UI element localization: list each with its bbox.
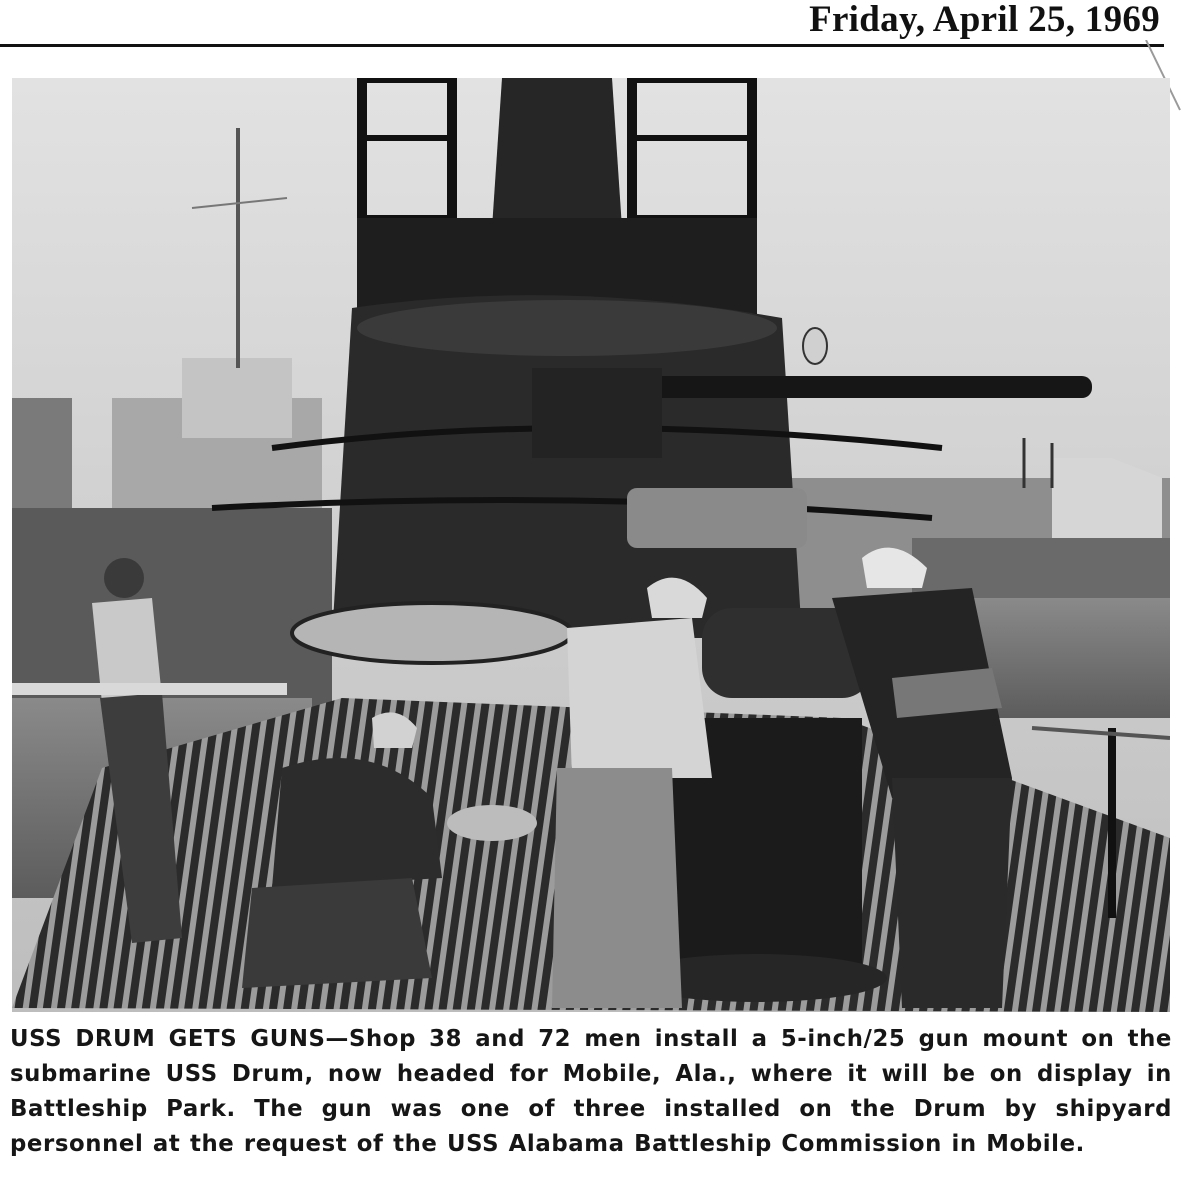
submarine-deck-photo-illustration (12, 78, 1170, 1012)
caption-separator: — (325, 1026, 349, 1052)
dateline: Friday, April 25, 1969 (809, 0, 1160, 40)
news-photo (12, 78, 1170, 1012)
caption-headline: USS DRUM GETS GUNS (10, 1026, 326, 1052)
photo-caption (10, 1022, 1172, 1162)
header-rule (0, 44, 1164, 47)
caption-body: Shop 38 and 72 men install a 5-inch/25 gun mount on the submarine USS Drum, now headed for Mobile, Ala., where it will be on display in Battleship Park. The gun was one of three installed on the Drum by shipyard personnel at the request of the USS Alabama Battleship Commission in Mobile. (10, 1026, 1172, 1157)
